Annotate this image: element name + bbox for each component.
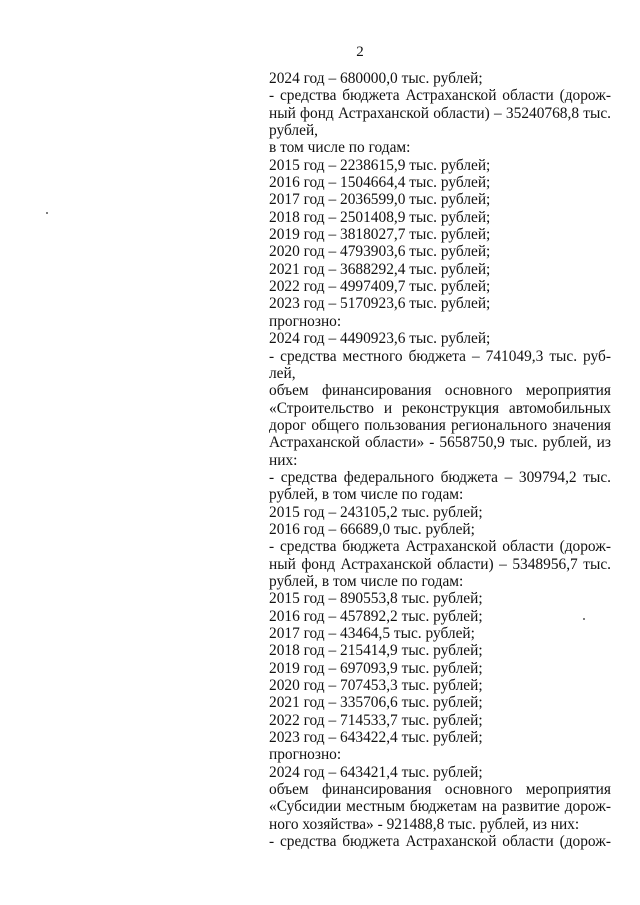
text-line: 2018 год – 2501408,9 тыс. рублей;: [269, 208, 491, 226]
text-line: - средства бюджета Астраханской области (дорож-: [269, 538, 611, 556]
text-line: лей,: [269, 364, 296, 382]
text-line: 2016 год – 457892,2 тыс. рублей;: [269, 607, 483, 625]
text-line: 2017 год – 2036599,0 тыс. рублей;: [269, 191, 491, 209]
text-line: рублей,: [269, 122, 319, 140]
text-line: 2020 год – 4793903,6 тыс. рублей;: [269, 243, 491, 261]
text-line: - средства местного бюджета – 741049,3 тыс. руб-: [269, 347, 611, 365]
text-line: - средства бюджета Астраханской области (дорож-: [269, 833, 611, 851]
text-line: 2016 год – 1504664,4 тыс. рублей;: [269, 174, 491, 192]
scan-speck: [46, 212, 48, 214]
text-line: рублей, в том числе по годам:: [269, 486, 464, 504]
text-line: 2021 год – 3688292,4 тыс. рублей;: [269, 260, 491, 278]
document-body: [269, 70, 611, 850]
text-line: 2022 год – 4997409,7 тыс. рублей;: [269, 278, 491, 296]
text-line: - средства федерального бюджета – 309794,2 тыс.: [269, 468, 611, 486]
text-line: Астраханской области» - 5658750,9 тыс. рублей, из: [269, 434, 611, 452]
text-line: 2021 год – 335706,6 тыс. рублей;: [269, 694, 483, 712]
text-line: прогнозно:: [269, 746, 342, 764]
text-line: «Строительство и реконструкция автомобильных: [269, 399, 611, 417]
text-line: 2024 год – 680000,0 тыс. рублей;: [269, 70, 483, 87]
text-line: рублей, в том числе по годам:: [269, 572, 464, 590]
text-line: ного хозяйства» - 921488,8 тыс. рублей, из них:: [269, 815, 580, 833]
text-line: 2020 год – 707453,3 тыс. рублей;: [269, 677, 483, 695]
page-number: 2: [356, 44, 364, 60]
text-line: объем финансирования основного мероприятия: [269, 382, 611, 400]
text-line: 2019 год – 3818027,7 тыс. рублей;: [269, 226, 491, 244]
text-line: 2018 год – 215414,9 тыс. рублей;: [269, 642, 483, 660]
text-line: 2024 год – 643421,4 тыс. рублей;: [269, 763, 483, 781]
text-line: 2016 год – 66689,0 тыс. рублей;: [269, 520, 475, 538]
text-line: в том числе по годам:: [269, 139, 411, 157]
text-line: дорог общего пользования регионального значения: [269, 416, 611, 434]
text-line: объем финансирования основного мероприятия: [269, 781, 611, 799]
scan-speck: [583, 618, 585, 620]
text-line: 2015 год – 2238615,9 тыс. рублей;: [269, 156, 491, 174]
text-line: 2017 год – 43464,5 тыс. рублей;: [269, 625, 475, 642]
text-line: ный фонд Астраханской области) – 35240768,8 тыс.: [269, 104, 611, 122]
text-line: 2015 год – 890553,8 тыс. рублей;: [269, 590, 483, 608]
text-line: них:: [269, 451, 298, 469]
text-line: 2019 год – 697093,9 тыс. рублей;: [269, 659, 483, 677]
text-line: - средства бюджета Астраханской области (дорож-: [269, 87, 611, 105]
text-line: 2022 год – 714533,7 тыс. рублей;: [269, 711, 483, 729]
text-line: 2023 год – 5170923,6 тыс. рублей;: [269, 295, 491, 313]
text-line: прогнозно:: [269, 312, 342, 330]
text-line: 2023 год – 643422,4 тыс. рублей;: [269, 729, 483, 747]
text-line: ный фонд Астраханской области) – 5348956,7 тыс.: [269, 555, 611, 573]
text-line: 2024 год – 4490923,6 тыс. рублей;: [269, 330, 491, 348]
text-line: 2015 год – 243105,2 тыс. рублей;: [269, 503, 483, 521]
text-line: «Субсидии местным бюджетам на развитие дорож-: [269, 798, 611, 816]
